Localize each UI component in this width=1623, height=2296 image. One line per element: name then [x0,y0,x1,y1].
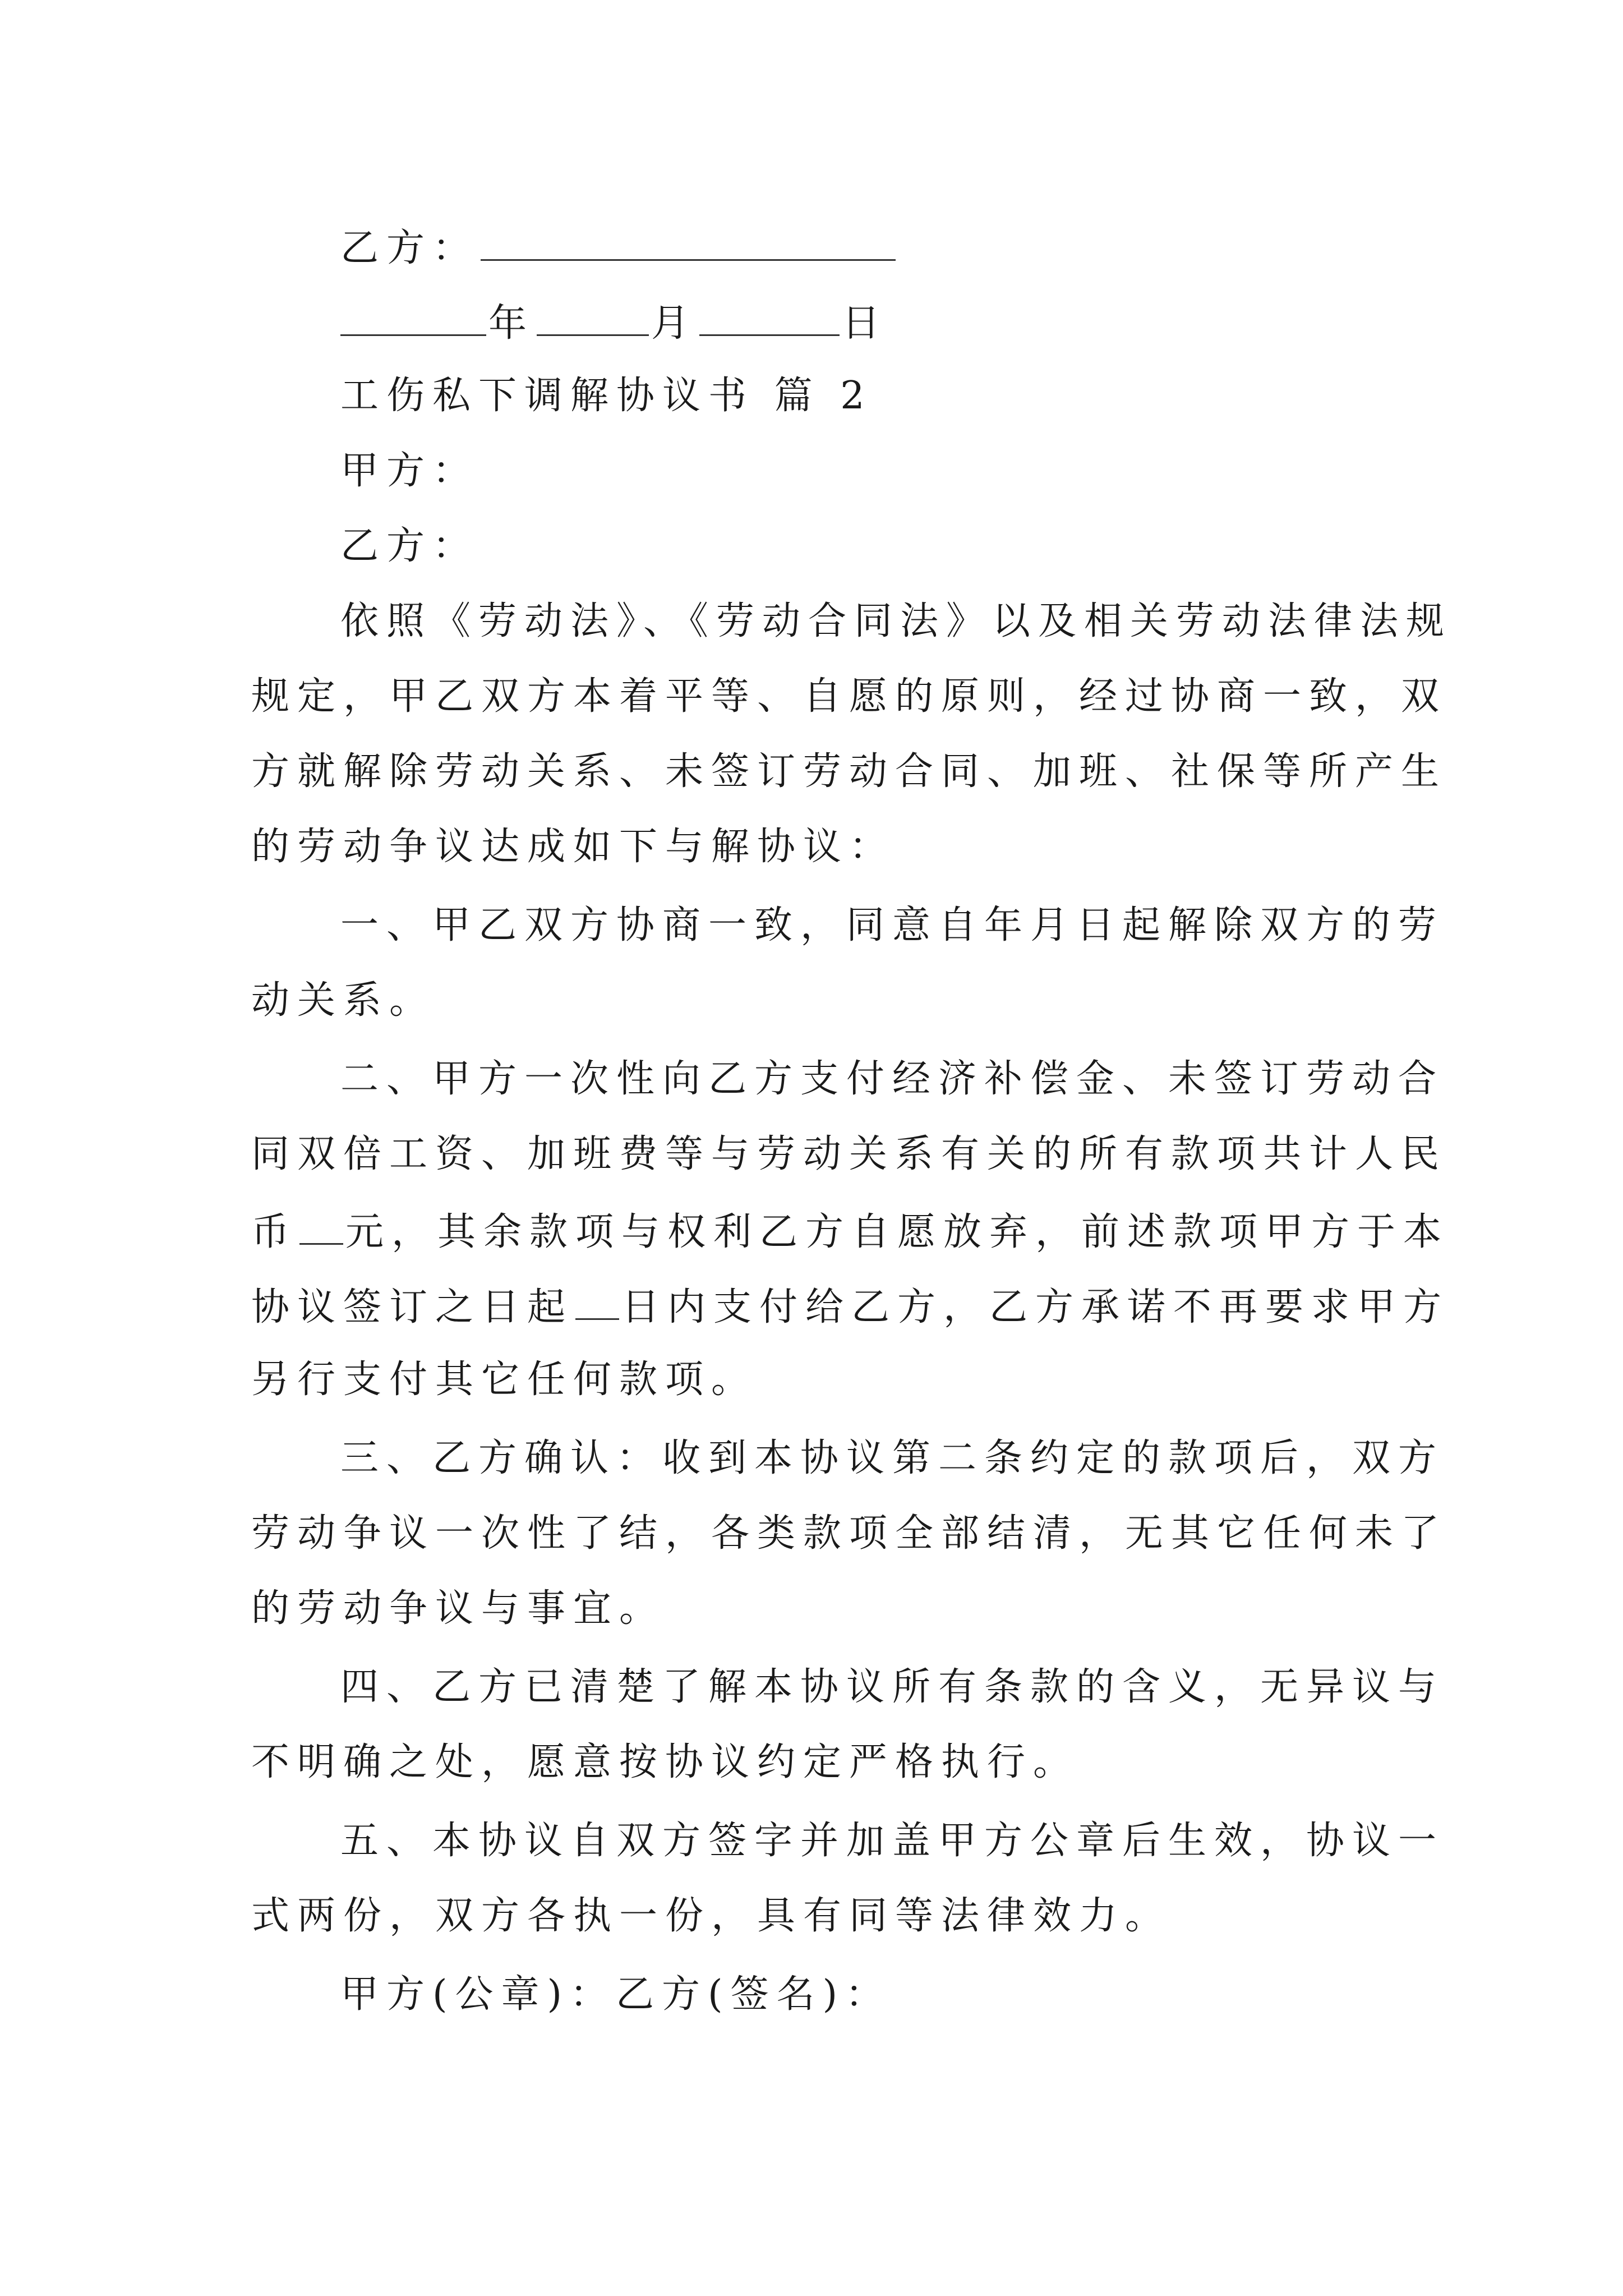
year-label: 年 [488,301,535,346]
party-a-line: 甲方： [340,449,479,493]
days-blank [575,1282,619,1320]
clause-3-line-2: 劳动争议一次性了结，各类款项全部结清，无其它任何未了 [251,1511,1447,1556]
intro-paragraph-line-4: 的劳动争议达成如下与解协议： [251,825,896,869]
party-b-blank [481,223,896,261]
clause-5-line-1: 五、本协议自双方签字并加盖甲方公章后生效，协议一 [340,1819,1445,1863]
party-b-line: 乙方： [340,524,479,568]
amount-blank [299,1207,343,1245]
clause-5-line-2: 式两份，双方各执一份，具有同等法律效力。 [251,1894,1172,1938]
clause-2-line-3 [251,1207,1450,1255]
clause-2-line-5: 另行支付其它任何款项。 [251,1358,758,1402]
clause-2-line-2: 同双倍工资、加班费等与劳动关系有关的所有款项共计人民 [251,1132,1447,1176]
month-label: 月 [651,301,698,346]
clause-1-line-1: 一、甲乙双方协商一致，同意自年月日起解除双方的劳 [340,903,1445,947]
intro-paragraph-line-3: 方就解除劳动关系、未签订劳动合同、加班、社保等所产生 [251,749,1447,794]
signature-line: 甲方(公章)：乙方(签名)： [340,1972,892,2017]
clause-4-line-2: 不明确之处，愿意按协议约定严格执行。 [251,1740,1080,1784]
intro-paragraph-line-1: 依照《劳动法》、《劳动合同法》以及相关劳动法律法规 [340,599,1453,643]
intro-paragraph-line-2: 规定，甲乙双方本着平等、自愿的原则，经过协商一致，双 [251,674,1447,719]
date-line [340,298,1390,346]
party-b-label: 乙方： [340,226,479,270]
month-blank [537,298,649,336]
clause-2-line-4-rest: 日内支付给乙方，乙方承诺不再要求甲方 [621,1285,1450,1329]
clause-2-line-1: 二、甲方一次性向乙方支付经济补偿金、未签订劳动合 [340,1057,1445,1101]
day-blank [699,298,840,336]
section-title: 工伤私下调解协议书 篇 2 [340,374,873,418]
clause-3-line-3: 的劳动争议与事宜。 [251,1586,666,1631]
clause-2-currency: 币 [251,1210,298,1254]
clause-2-line-4-start: 协议签订之日起 [251,1285,574,1329]
day-label: 日 [842,301,888,346]
clause-1-line-2: 动关系。 [251,978,436,1023]
party-b-signature-line [340,223,1390,271]
clause-4-line-1: 四、乙方已清楚了解本协议所有条款的含义，无异议与 [340,1665,1445,1709]
year-blank [340,298,486,336]
clause-3-line-1: 三、乙方确认：收到本协议第二条约定的款项后，双方 [340,1436,1445,1480]
clause-2-line-3-rest: 元，其余款项与权利乙方自愿放弃，前述款项甲方于本 [345,1210,1450,1254]
clause-2-line-4 [251,1282,1450,1330]
